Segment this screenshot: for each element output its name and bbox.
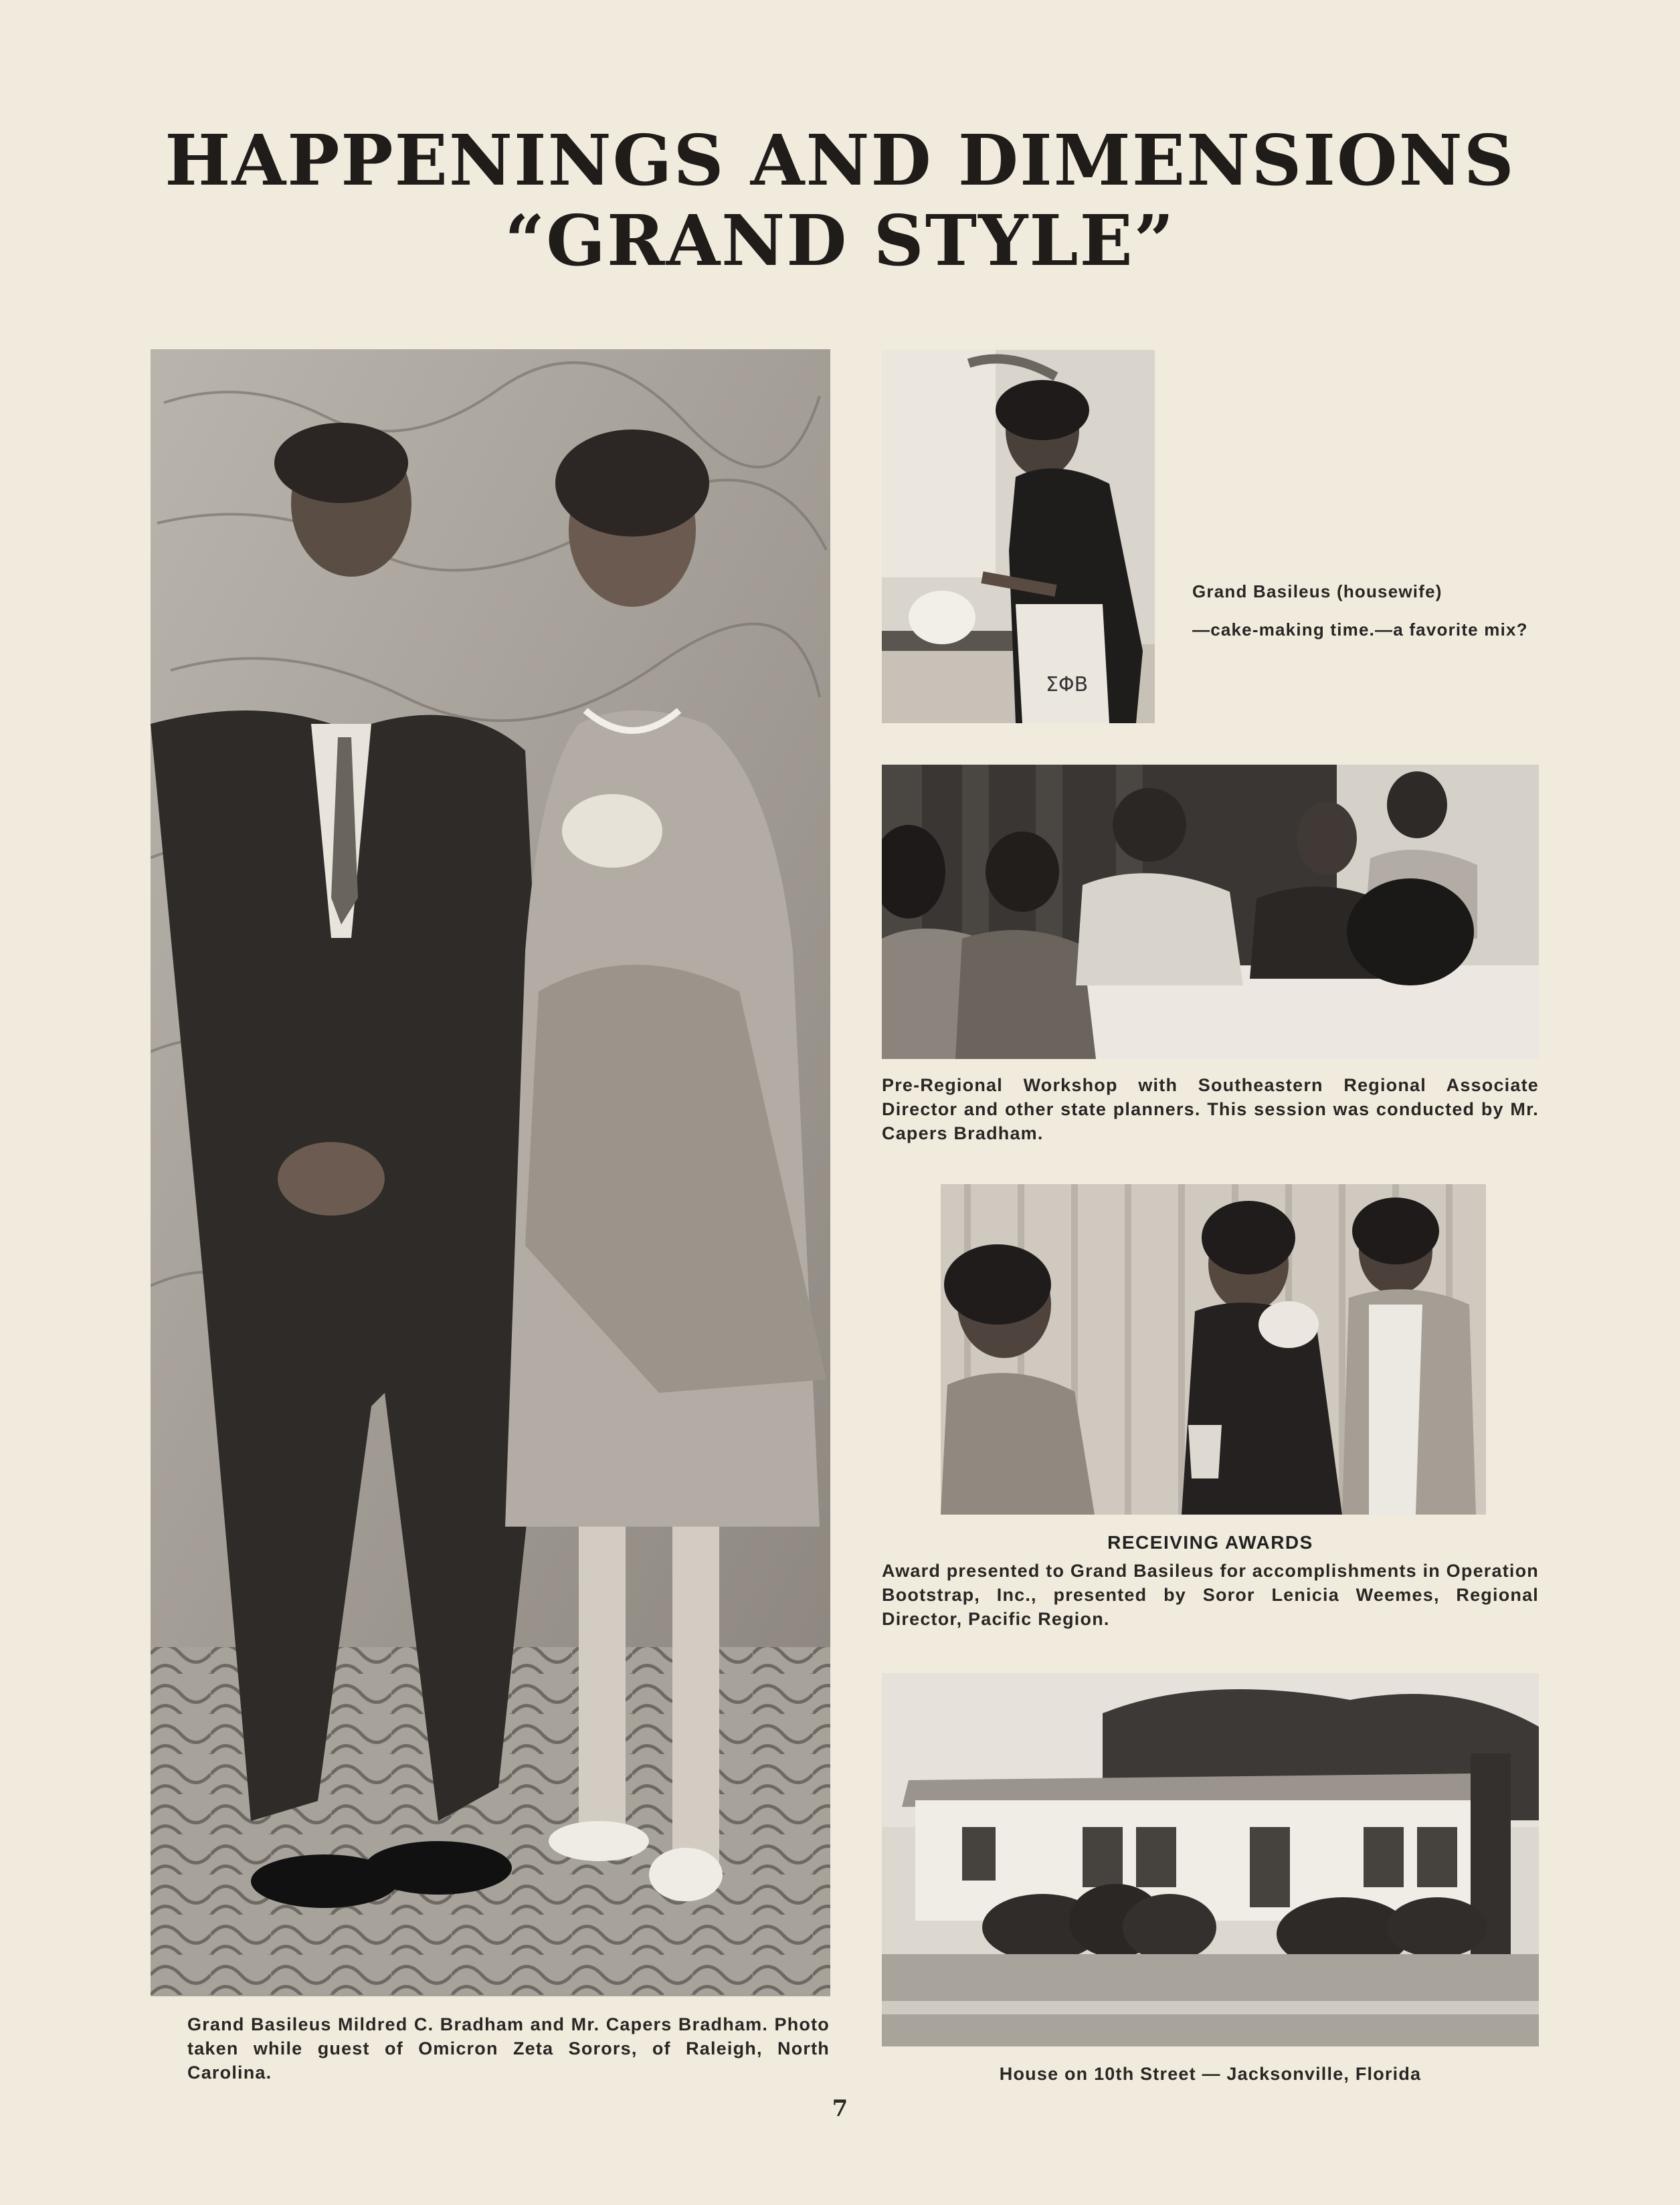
awards-photo-caption: Award presented to Grand Basileus for accomplishments in Operation Bootstrap, Inc., presented by Soror Lenicia Weemes, Regional Director, Pacific Region. — [882, 1561, 1539, 1629]
page-number: 7 — [832, 2095, 848, 2122]
kitchen-photo — [882, 350, 1155, 723]
page-title-line-1: HAPPENINGS AND DIMENSIONS — [165, 119, 1515, 201]
page-title-line-2: “GRAND STYLE” — [504, 199, 1176, 282]
workshop-photo — [882, 765, 1539, 1059]
kitchen-caption-line-2: —cake-making time.—a favorite mix? — [1192, 619, 1528, 640]
house-photo-caption: House on 10th Street — Jacksonville, Florida — [999, 2064, 1422, 2084]
apron-letters: ΣΦΒ — [1046, 673, 1089, 696]
main-photo-caption: Grand Basileus Mildred C. Bradham and Mr. Capers Bradham. Photo taken while guest of Omicron Zeta Sorors, of Raleigh, North Carolina. — [187, 2014, 830, 2083]
house-photo — [882, 1673, 1539, 2046]
couple-portrait-photo — [151, 349, 830, 1996]
kitchen-caption-line-1: Grand Basileus (housewife) — [1192, 581, 1442, 601]
workshop-photo-caption: Pre-Regional Workshop with Southeastern Regional Associate Director and other state planners. This session was conducted by Mr. Capers Bradham. — [882, 1075, 1539, 1143]
kitchen-photo-caption — [1192, 573, 1594, 649]
awards-heading: RECEIVING AWARDS — [1107, 1532, 1313, 1553]
awards-photo — [941, 1184, 1486, 1515]
